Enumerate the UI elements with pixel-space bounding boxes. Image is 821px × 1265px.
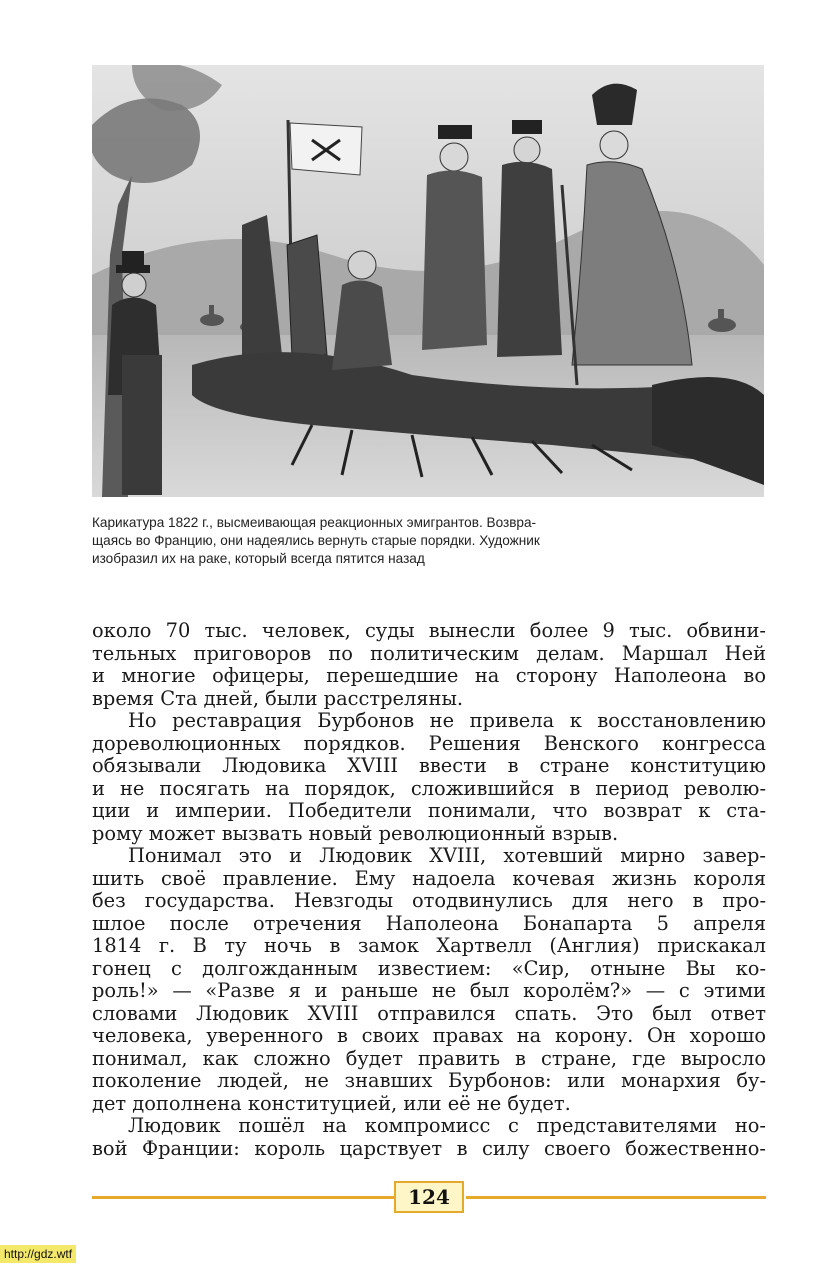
caricature-illustration (92, 65, 764, 497)
text-line: около 70 тыс. человек, суды вынесли более 9 тыс. обвини- (92, 619, 766, 642)
text-line: Понимал это и Людовик XVIII, хотевший мирно завер- (128, 844, 766, 867)
text-line: без государства. Невзгоды отодвинулись для него в про- (92, 889, 766, 912)
text-line: понимал, как сложно будет править в стране, где выросло (92, 1046, 766, 1070)
footer-rule-right (466, 1196, 766, 1199)
caption-line: Карикатура 1822 г., высмеивающая реакционных эмигрантов. Возвра- (92, 515, 537, 530)
text-line: время Ста дней, были расстреляны. (92, 686, 464, 710)
text-line: дет дополнена конституцией, или её не будет. (92, 1091, 571, 1115)
watermark-link[interactable]: http://gdz.wtf (0, 1245, 76, 1263)
text-line: шить своё правление. Ему надоела кочевая жизнь короля (92, 866, 766, 890)
text-line: роль!» — «Разве я и раньше не был королём?» — с этими (92, 979, 766, 1002)
text-line: дореволюционных порядков. Решения Венского конгресса (92, 731, 766, 755)
text-line: и не посягать на порядок, сложившийся в период револю- (92, 776, 766, 800)
text-line: шлое после отречения Наполеона Бонапарта 5 апреля (92, 911, 766, 935)
text-line: тельных приговоров по политическим делам. Маршал Ней (92, 641, 766, 665)
text-line: обязывали Людовика XVIII ввести в стране конституцию (92, 754, 766, 777)
text-line: человека, уверенного в своих правах на корону. Он хорошо (92, 1024, 766, 1047)
text-line: рому может вызвать новый революционный взрыв. (92, 821, 619, 845)
caption-line: изобразил их на раке, который всегда пятится назад (92, 551, 425, 566)
caricature-engraving-icon (92, 65, 764, 497)
text-line: Людовик пошёл на компромисс с представителями но- (128, 1114, 766, 1137)
text-line: ции и империи. Победители понимали, что возврат к ста- (92, 799, 766, 822)
body-text (92, 620, 766, 1160)
figure-caption (92, 514, 767, 568)
caption-line: щаясь во Францию, они надеялись вернуть старые порядки. Художник (92, 533, 540, 548)
text-line: поколение людей, не знавших Бурбонов: или монархия бу- (92, 1069, 766, 1092)
text-line: и многие офицеры, перешедшие на сторону Наполеона во (92, 664, 766, 687)
text-line: 1814 г. В ту ночь в замок Хартвелл (Англия) прискакал (92, 934, 766, 957)
text-line: вой Франции: король царствует в силу своего божественно- (92, 1136, 766, 1160)
text-line: Но реставрация Бурбонов не привела к восстановлению (128, 709, 766, 732)
footer-rule-left (92, 1196, 394, 1199)
page-number: 124 (394, 1181, 464, 1213)
text-line: гонец с долгожданным известием: «Сир, отныне Вы ко- (92, 956, 766, 980)
text-line: словами Людовик XVIII отправился спать. Это был ответ (92, 1001, 766, 1025)
